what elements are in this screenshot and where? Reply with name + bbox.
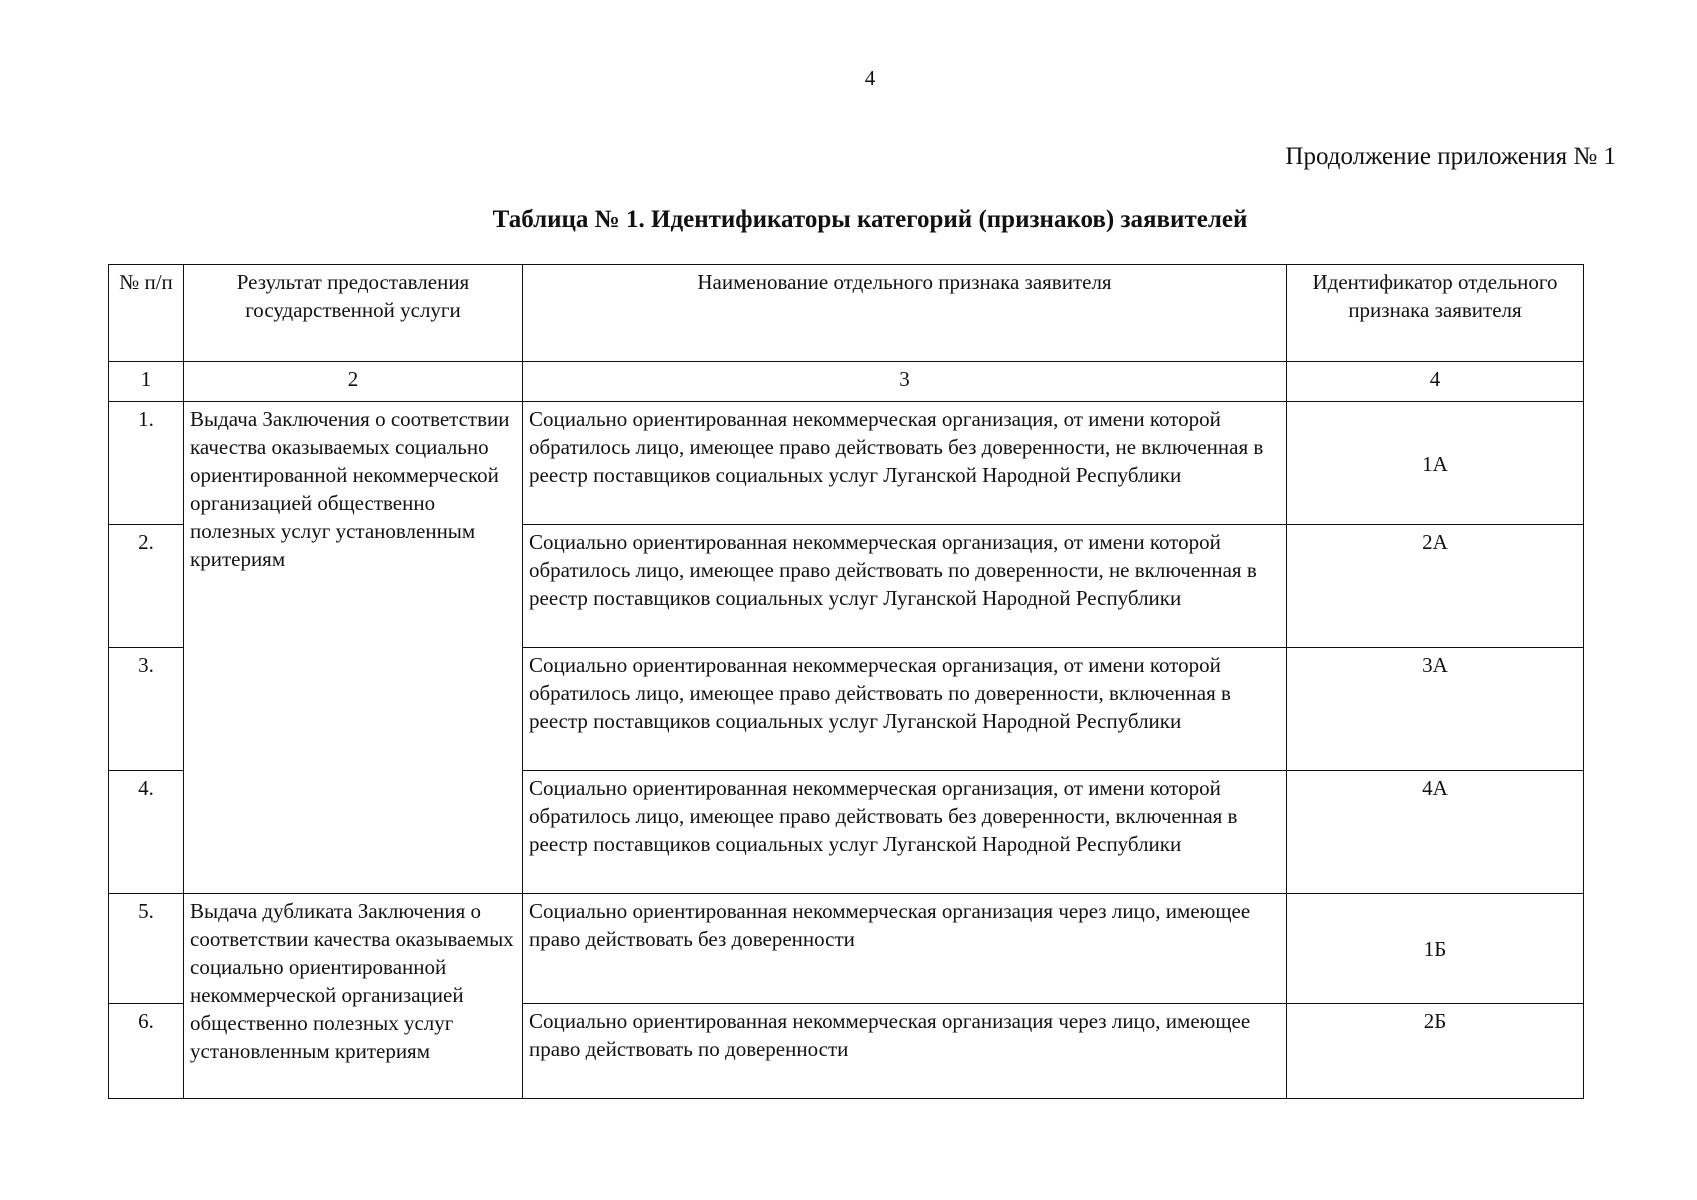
row-number: 1. <box>109 402 184 525</box>
column-number: 2 <box>184 362 523 402</box>
attribute-identifier: 1А <box>1287 402 1584 525</box>
attribute-identifier: 1Б <box>1287 894 1584 1004</box>
table-row <box>109 402 1584 525</box>
row-number: 3. <box>109 648 184 771</box>
column-number: 1 <box>109 362 184 402</box>
applicant-attribute-name: Социально ориентированная некоммерческая организация, от имени которой обратилось лицо, имеющее право действовать по доверенности, не включенная в реестр поставщиков социальных услуг Луганской Народной Республики <box>523 525 1287 648</box>
applicant-attribute-name: Социально ориентированная некоммерческая организация, от имени которой обратилось лицо, имеющее право действовать по доверенности, включенная в реестр поставщиков социальных услуг Луганской Народной Республики <box>523 648 1287 771</box>
row-number: 5. <box>109 894 184 1004</box>
appendix-continuation-label: Продолжение приложения № 1 <box>1285 143 1616 170</box>
header-id: Идентификатор отдельного признака заявителя <box>1287 265 1584 362</box>
applicant-attribute-name: Социально ориентированная некоммерческая организация, от имени которой обратилось лицо, имеющее право действовать без доверенности, включенная в реестр поставщиков социальных услуг Луганской Народной Республики <box>523 771 1287 894</box>
column-number: 4 <box>1287 362 1584 402</box>
applicant-attribute-name: Социально ориентированная некоммерческая организация, от имени которой обратилось лицо, имеющее право действовать без доверенности, не включенная в реестр поставщиков социальных услуг Луганской Народной Республики <box>523 402 1287 525</box>
attribute-identifier: 3А <box>1287 648 1584 771</box>
row-number: 6. <box>109 1004 184 1099</box>
table-header-row <box>109 265 1584 362</box>
applicant-attribute-name: Социально ориентированная некоммерческая организация через лицо, имеющее право действовать по доверенности <box>523 1004 1287 1099</box>
applicant-categories-table <box>108 264 1584 1099</box>
column-number-row <box>109 362 1584 402</box>
row-number: 2. <box>109 525 184 648</box>
table-row <box>109 894 1584 1004</box>
applicant-attribute-name: Социально ориентированная некоммерческая организация через лицо, имеющее право действовать без доверенности <box>523 894 1287 1004</box>
service-result-cell: Выдача дубликата Заключения о соответствии качества оказываемых социально ориентированной некоммерческой организацией общественно полезных услуг установленным критериям <box>184 894 523 1099</box>
attribute-identifier: 2А <box>1287 525 1584 648</box>
page-number: 4 <box>864 66 876 90</box>
service-result-cell: Выдача Заключения о соответствии качества оказываемых социально ориентированной некоммерческой организацией общественно полезных услуг установленным критериям <box>184 402 523 894</box>
header-result: Результат предоставления государственной услуги <box>184 265 523 362</box>
attribute-identifier: 2Б <box>1287 1004 1584 1099</box>
table-title: Таблица № 1. Идентификаторы категорий (признаков) заявителей <box>492 206 1248 233</box>
row-number: 4. <box>109 771 184 894</box>
attribute-identifier: 4А <box>1287 771 1584 894</box>
header-name: Наименование отдельного признака заявителя <box>523 265 1287 362</box>
header-num: № п/п <box>109 265 184 362</box>
column-number: 3 <box>523 362 1287 402</box>
